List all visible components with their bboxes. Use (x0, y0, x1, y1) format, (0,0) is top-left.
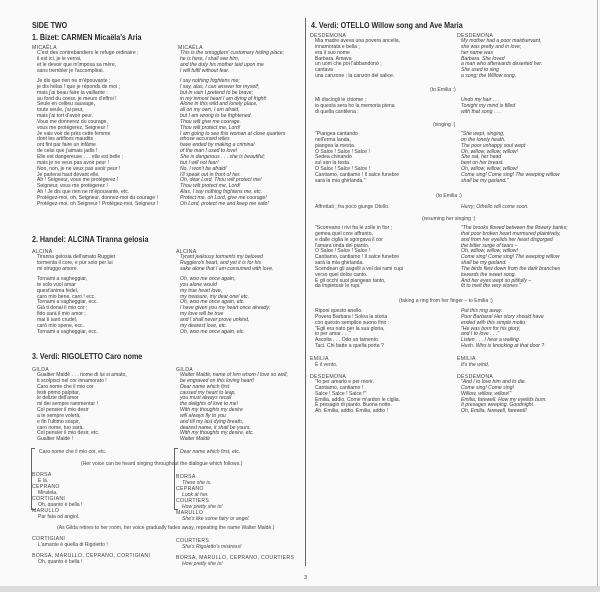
lyric-line: with that song . . . (461, 108, 501, 115)
lyric-line: au fond du coeur, je meurs d'effroi ! (37, 95, 117, 102)
role-label: COURTIERS (176, 498, 210, 504)
english-stanza (461, 309, 544, 350)
lyric-line: Je parlerai haut devant elle. (37, 171, 100, 178)
reprise-english: Dear name which first, etc. (180, 449, 241, 455)
dialogue-line: She's like some fairy or angel. (182, 516, 250, 522)
lyric-line: ended with this simple motto: (461, 319, 527, 326)
lyric-line: I have given you my heart once already; (180, 305, 271, 312)
lyric-line: l'amara onda del pianto. (315, 242, 370, 249)
english-stanza (461, 380, 547, 415)
role-label: BORSA (176, 474, 196, 480)
lyric-line: Poor Barbara! Her story should have (461, 313, 544, 320)
lyric-line: È presagio di pianto. Buona notte. (315, 402, 392, 409)
role-label: COURTIERS (176, 538, 210, 544)
lyric-line: Mia madre aveva una povera ancella, (315, 38, 400, 44)
lyric-line: a song; the Willow song. (461, 73, 517, 80)
english-line: It's the wind. (461, 362, 490, 368)
lyric-line: "Io per amarlo e per morir. (315, 379, 374, 385)
lyric-line: but in vain I pretend to be brave; (180, 89, 254, 96)
lyric-line: She used to sing (461, 67, 499, 74)
role-label: GILDA (176, 367, 194, 373)
lyric-line: and till my last dying breath, (180, 418, 244, 425)
lyric-line: Ascolta . . . Odo un lamento. (315, 337, 380, 344)
lyric-line: the delights of love to me! (180, 401, 239, 408)
lyric-line: Walter Maldè, name of him whom I love so well, (180, 372, 288, 378)
lyric-line: Je dis que rien ne m'épouvante ; (37, 78, 111, 84)
lyric-line: in my inmost heart I am dying of fright! (180, 95, 267, 102)
lyric-line: Thou wilt protect me, Lord! (180, 183, 241, 190)
lyric-line: towards the sweet song. (461, 271, 516, 278)
lyric-line: With my thoughts my desire (180, 407, 243, 414)
dialogue-line: Oh, quanto è bella ! (38, 502, 83, 508)
lyric-line: io questa sera ho la memoria piena (315, 102, 395, 109)
lyric-line: that poor broken heart murmured plaintively, (461, 230, 561, 237)
lyric-line: Cantiamo, cantiamo ! (315, 384, 364, 391)
lyric-line: my treasure, my dear one! etc. (180, 293, 250, 300)
italian-stanza (37, 277, 98, 335)
lyric-line: festi primo palpitar, (37, 389, 80, 396)
lyric-line: O Salce ! Salce ! Salce ! (315, 166, 370, 173)
lyric-line: E gli occhi suoi piangean tanto, (315, 277, 386, 284)
role-label: BORSA (32, 472, 52, 478)
lyric-line: Dear name which first (180, 383, 230, 390)
lyric-line: bent on her breast. (461, 160, 504, 167)
stage-direction: (to Emilia :) (436, 193, 462, 199)
italian-stanza (315, 226, 403, 290)
lyric-line: Vous me donnerez du courage, (37, 118, 108, 125)
lyric-line: quest'anima fedel, (37, 287, 79, 294)
italian-stanza (37, 79, 158, 208)
dialogue-line: È là. (38, 478, 49, 484)
lyric-line: Oh, woo me once again, etc. (180, 328, 245, 335)
lyric-line: carò mio spene, ecc. (37, 322, 84, 329)
page-bottom-edge (0, 586, 600, 592)
lyric-line: C'est des contrebandiers le refuge ordinaire ; (37, 50, 139, 56)
lyric-line: con questo semplice suono finir : (315, 319, 390, 326)
role-label: BORSA, MARULLO, CEPRANO, CORTIGIANI (32, 553, 151, 559)
role-label: MARULLO (176, 510, 204, 516)
role-label: EMILIA (457, 356, 476, 362)
lyric-line: caro mio bene, caro ! ecc. (37, 293, 96, 300)
role-label: MICAËLA (32, 45, 57, 51)
final-italian (32, 536, 150, 565)
lyric-line: Thou wilt protect me, Lord! (180, 124, 241, 131)
english-stanza (461, 132, 560, 185)
lyric-line: Ah ! Je dis que rien ne m'épouvante, etc. (37, 189, 130, 196)
lyric-line: Oh, willow, willow, willow! (461, 248, 518, 255)
lyric-line: No, I won't be afraid! (180, 165, 227, 172)
lyric-line: Come sing! Come sing! The weeping willow (461, 171, 560, 178)
right-edge-rule (597, 0, 598, 592)
italian-stanza (315, 132, 399, 185)
dialogue-line: How pretty she is! (182, 561, 223, 567)
lyric-line: Tornami a vagheggiar, ecc. (37, 328, 98, 335)
lyric-line: Oh, willow, willow, willow! (461, 166, 518, 173)
role-label: BORSA, MARULLO, CEPRANO, COURTIERS (176, 555, 295, 561)
lyric-line: sans trembler je l'accomplirai. (37, 67, 104, 74)
lyric-line: I say, alas, I can answer for myself; (180, 83, 260, 90)
lyric-line: et le devoir que m'imposa sa mère, (37, 61, 117, 68)
lyric-line: and from her eyelids her heart disgorged (461, 236, 553, 243)
lyric-line: sarà la mia ghirlanda." (315, 177, 366, 184)
section-heading-alcina: 2. Handel: ALCINA Tiranna gelosia (32, 234, 149, 244)
lyric-line: O Salce ! Salce ! Salce ! (315, 248, 370, 255)
lyric-line: She sat, her head (461, 154, 502, 161)
lyric-line: sul sen la testa. (315, 160, 351, 167)
lyric-line: Oh, woo me once again, (180, 276, 236, 282)
lyric-line: have ended by making a criminal (180, 142, 255, 149)
role-label: DESDEMONA (457, 33, 494, 39)
role-label: ALCINA (176, 249, 197, 255)
lyric-line: Alas, I say nothing frightens me, etc. (180, 189, 263, 196)
lyric-line: And her eyes wept so pitifully – (461, 277, 532, 284)
lyric-line: of the man I used to love! (180, 148, 238, 155)
italian-stanza (315, 380, 400, 415)
lyric-line: Salce ! Salce ! Salce !" (315, 390, 367, 397)
lyric-line: mais j'ai beau faire la vaillante : (37, 89, 108, 96)
lyric-line: Caro nome che il mio cor (37, 383, 94, 390)
lyric-line: Seigneur, vous me protégerez ! (37, 183, 108, 190)
dialogue-line: She's Rigoletto's mistress! (182, 544, 242, 550)
lyric-line: e fin l'ultimo sospir, (37, 418, 80, 425)
dialogue-line: How pretty she is! (182, 504, 223, 510)
italian-stanza (37, 255, 115, 273)
lyric-line: O Salce ! Salce ! Salce ! (315, 148, 370, 155)
lyric-line: Ah ! Seigneur, vous me protégerez ! (37, 177, 119, 184)
lyric-line: nell'erma landa, (315, 136, 351, 143)
lyric-line: Tyrant jealousy torments my beloved (180, 254, 263, 260)
lyric-line: Tonight my mind is filled (461, 102, 516, 109)
lyric-line: Seule en cellieu sauvage, (37, 101, 96, 108)
lyric-line: mi struggo amore. (37, 265, 79, 272)
english-stanza (180, 277, 270, 335)
lyric-line: a te sempre volerà, (37, 412, 81, 419)
lyric-line: Emilia, farewell. How my eyelids burn. (461, 396, 547, 403)
lyric-line: Riponi questo anello. (315, 308, 363, 314)
lyric-line: sarà la mia ghirlanda. (315, 260, 364, 267)
section-heading-rigoletto: 3. Verdi: RIGOLETTO Caro nome (32, 351, 143, 361)
lyric-line: I'll speak out in front of her. (180, 171, 241, 178)
role-label: MICAËLA (178, 45, 203, 51)
lyric-line: io per amar . . ." (315, 331, 352, 338)
lyric-line: Ruggiero's heart, and yet it is for his (180, 259, 262, 266)
role-label: DESDEMONA (310, 33, 347, 39)
lyric-line: era il suo nome (315, 49, 350, 56)
lyric-line: all on my own, I am afraid, (180, 107, 240, 114)
lyric-line: gemea quel core affranto, (315, 230, 373, 237)
lyric-line: una canzone ; la canzon del salice. (315, 73, 395, 80)
lyric-line: dont les artifices maudits (37, 136, 94, 143)
lyric-line: Je vais voir de près cette femme (37, 130, 111, 137)
role-label: CEPRANO (176, 486, 204, 492)
dialogue-italian (32, 472, 82, 520)
lyric-line: de celui que j'aimais jadis ! (37, 148, 98, 155)
role-label: CEPRANO (32, 484, 60, 490)
role-label: DESDEMONA (457, 374, 494, 380)
lyric-line: un uom che poi l'abbandonò ; (315, 61, 382, 68)
lyric-line: Oh, dear Lord, Thou wilt protect me! (180, 177, 262, 184)
role-label: EMILIA (310, 356, 329, 362)
role-label: CORTIGIANI (32, 496, 66, 502)
lyric-line: Oh, Emilia, farewell, farewell! (461, 408, 527, 415)
lyric-line: whose accursed wiles (180, 136, 230, 143)
italian-stanza (315, 98, 395, 116)
lyric-line: Emilia, addio. Come m'ardon le ciglia. (315, 396, 401, 403)
lyric-line: Tiranna gelosia dell'amato Ruggier (37, 254, 116, 260)
dialogue-english (176, 474, 250, 522)
dialogue-line: Miratela. (38, 490, 58, 496)
lyric-line: "The brooks flowed between the flowery banks; (461, 225, 568, 231)
stage-direction: (singing :) (433, 122, 456, 128)
column-divider (305, 18, 306, 566)
lyric-line: Tornami a vagheggiar, ecc. (37, 299, 98, 306)
role-label: ALCINA (32, 249, 53, 255)
lyric-line: piangea la mesta. (315, 142, 356, 149)
lyric-line: shall be my garland." (461, 177, 509, 184)
english-stanza (180, 373, 288, 443)
lyric-line: "Egli era nato per la sua gloria, (315, 325, 385, 332)
lyric-line: Protect me, oh Lord, give me courage! (180, 194, 267, 201)
lyric-line: Gualtier Maldè . . . nome di lui si amato, (37, 372, 127, 378)
lyric-line: Cantiamo, cantiamo ! Il salce funebre (315, 254, 400, 261)
lyric-line: mais je ne veux pas avoir peur ! (37, 159, 109, 166)
lyric-line: Tornami a vagheggiar, (37, 276, 88, 282)
side-title: SIDE TWO (32, 20, 68, 30)
stage-direction: (resuming her singing :) (422, 216, 476, 222)
lyric-line: Protégez-moi, oh, Seigneur, donnez-moi du courage ! (37, 194, 158, 201)
lyric-line: Sedea chinando (315, 154, 352, 161)
lyric-line: It presages weeping. Goodnight. (461, 402, 535, 409)
dialogue-line: There she is. (182, 480, 212, 486)
lyric-line: Oh, willow, willow, willow! (461, 148, 518, 155)
italian-stanza (37, 373, 127, 443)
english-line: Hurry; Othello will come soon. (461, 204, 529, 210)
italian-stanza (315, 39, 400, 80)
lyric-line: caused my heart to leap, (180, 389, 236, 396)
dialogue-line: Look at her. (182, 492, 209, 498)
lyric-line: tormenta il core, e pur solo per lui (37, 259, 113, 266)
lyric-line: Walter Maldè (180, 436, 210, 443)
role-label: GILDA (32, 367, 50, 373)
lyric-line: Scendean gli augelli a vol dai rami cupi (315, 265, 404, 272)
lyric-line: I will fulfil without fear. (180, 67, 230, 74)
lyric-line: Povera Barbara ! Solea la storia (315, 313, 388, 320)
lyric-line: Cantiamo, cantiamo ! Il salce funebre (315, 171, 400, 178)
reprise-italian: Caro nome che il mio cor, etc. (39, 449, 107, 455)
section-heading-otello: 4. Verdi: OTELLO Willow song and Ave Maria (311, 20, 463, 30)
lyric-line: "And I to love him and to die. (461, 379, 526, 385)
lyric-line: Listen . . . I hear a wailing. (461, 337, 521, 344)
lyric-line: he is here, I shall see him, (180, 55, 240, 62)
lyric-line: but I am wrong to be frightened. (180, 113, 252, 120)
lyric-line: her name was (461, 49, 493, 56)
lyric-line: will always fly to you (180, 412, 226, 419)
lyric-line: With my thoughts my desire, etc. (180, 430, 254, 437)
section-heading-carmen: 1. Bizet: CARMEN Micaëla's Aria (32, 32, 142, 42)
stage-direction: (Her voice can be heard singing throughout the dialogue which follows.) (81, 461, 243, 467)
lyric-line: fido sarà il mio amor ; (37, 311, 86, 318)
lyric-line: ti scolpisci nel cor innamorato ! (37, 377, 107, 384)
lyric-line: dearest name, it shall be yours. (180, 424, 251, 431)
english-stanza (180, 255, 273, 273)
italian-stanza (315, 309, 389, 350)
lyric-line: Elle est dangereuse . . . elle est belle ; (37, 153, 124, 160)
lyric-line: di quella cantilena : (315, 108, 359, 115)
lyric-line: The poor unhappy soul wept (461, 142, 526, 149)
lyric-line: Alone in this wild and lonely place, (180, 101, 258, 108)
english-stanza (461, 39, 542, 80)
dialogue-line: Par fata od angiol. (38, 514, 80, 520)
lyric-line: mais j'ai tort d'avoir peur. (37, 113, 94, 120)
lyric-line: Ah, Emilia, addio, Emilia, addio ! (315, 408, 389, 415)
lyric-line: cantava (315, 67, 333, 74)
lyric-line: she was pretty and in love; (461, 43, 522, 50)
lyric-line: Barbara. She loved (461, 55, 505, 62)
dialogue-line: L'amante è quella di Rigoletto ! (38, 542, 108, 548)
lyric-line: Col pensier il mio desir, etc. (37, 430, 100, 437)
lyric-line: verso quel dolce canto. (315, 271, 368, 278)
lyric-line: Thou wilt give me courage. (180, 118, 241, 125)
lyric-line: caro nome, tuo sarà. (37, 424, 84, 431)
lyric-line: my true heart love, (180, 287, 223, 294)
lyric-line: I say nothing frightens me; (180, 78, 240, 84)
lyric-line: Come sing! Come sing! (461, 384, 514, 391)
lyric-line: "Scorreano i rivi fra le zolle in fior ; (315, 225, 393, 231)
english-stanza (180, 79, 285, 208)
lyric-line: Mi disciogli le chiome ; (315, 97, 366, 103)
lyric-line: sake alone that I am consumed with love. (180, 265, 274, 272)
page-number: 3 (304, 575, 308, 581)
lyric-line: you alone would (180, 281, 217, 288)
lyric-line: Gualtier Maldè ! (37, 436, 73, 443)
final-english (176, 538, 294, 567)
lyric-line: you must always recall (180, 395, 232, 402)
lyric-line: Col pensier il mio desir (37, 407, 89, 414)
stage-direction: (taking a ring from her finger – to Emilia :) (399, 298, 493, 304)
lyric-line: Oh, woo me once again, etc. (180, 299, 245, 306)
dialogue-line: Oh, quanto è bella ! (38, 559, 83, 565)
lyric-line: le delizie dell'amor (37, 395, 79, 402)
lyric-line: shall be my garland. (461, 260, 507, 267)
lyric-line: a man who afterwards deserted her. (461, 61, 543, 68)
lyric-line: Put this ring away. (461, 308, 503, 314)
english-stanza (180, 51, 284, 74)
lyric-line: il est ici, je le verrai, (37, 55, 82, 62)
lyric-line: Già ti donai il mio cor ; (37, 305, 88, 312)
lyric-line: vous me protégerez, Seigneur ! (37, 124, 109, 131)
lyric-line: This is the smugglers' customary hiding place; (180, 50, 285, 56)
lyric-line: and the duty his mother laid upon me (180, 61, 264, 68)
lyric-line: Oh Lord, protect me and keep me safe! (180, 200, 269, 207)
lyric-line: te solo vuol amar (37, 281, 76, 288)
lyric-line: "She wept, singing, (461, 131, 505, 137)
lyric-line: my dearest love, etc. (180, 322, 227, 329)
lyric-line: Undo my hair . . . (461, 97, 500, 103)
role-label: DESDEMONA (310, 374, 347, 380)
lyric-line: My mother had a poor maidservant, (461, 38, 542, 44)
lyric-line: but I will not fear! (180, 159, 219, 166)
english-stanza (461, 98, 515, 116)
lyric-line: be engraved on this loving heart! (180, 377, 254, 384)
lyric-line: je dis hélas ! que je réponds de moi ; (37, 83, 120, 90)
lyric-line: e dalle ciglia le sgorgava il cor (315, 236, 383, 243)
lyric-line: the bitter surge of tears – (461, 242, 518, 249)
lyric-line: Come sing! Come sing! The weeping willow (461, 254, 560, 261)
lyric-line: and I to love . . ." (461, 331, 500, 338)
lyric-line: on the lonely heath. (461, 136, 506, 143)
lyric-line: Hush. Who is knocking at that door ? (461, 343, 545, 350)
english-stanza (461, 226, 568, 290)
lyric-line: Barbara. Amava (315, 55, 352, 62)
lyric-line: The birds flew down from the dark branches (461, 265, 561, 272)
lyric-line: Non, non, je ne veux pas avoir peur ! (37, 165, 121, 172)
lyric-line: mai ti sarò crudel, (37, 316, 78, 323)
lyric-line: I am going to see this woman at close quarters (180, 130, 286, 137)
lyric-line: and I shall never prove unkind, (180, 316, 250, 323)
lyric-line: fit to melt the very stones." (461, 283, 521, 290)
italian-line: Affrettati ; fra poco giunge Otello. (315, 204, 390, 210)
italian-line: È il vento. (315, 362, 338, 368)
lyric-line: Taci. Chi batte a quella porta ? (315, 343, 384, 350)
lyric-line: my love will be true (180, 311, 224, 318)
lyric-line: mi dei sempre rammentar ! (37, 401, 98, 408)
lyric-line: innamorata e bella ; (315, 43, 360, 50)
lyric-line: Protégez-moi, oh Seigneur ! Protégez-moi, Seigneur ! (37, 200, 159, 207)
lyric-line: da impietosir le rupi." (315, 283, 363, 290)
stage-direction: (to Emilia :) (430, 87, 456, 93)
lyric-line: ont fini par faire un infâme (37, 142, 96, 149)
lyric-line: She is dangerous . . . she is beautiful; (180, 153, 265, 160)
lyric-line: "He was born for his glory, (461, 325, 521, 332)
lyric-line: Willow, willow, willow!" (461, 390, 512, 397)
stage-direction: (As Gilda retires to her room, her voice gradually fades away, repeating the name Walter Maldè.) (57, 525, 275, 531)
lyric-line: "Piangea cantando (315, 131, 358, 137)
role-label: MARULLO (32, 508, 60, 514)
role-label: CORTIGIANI (32, 536, 66, 542)
lyric-line: toute seule, j'ai peur, (37, 107, 84, 114)
italian-stanza (37, 51, 139, 74)
